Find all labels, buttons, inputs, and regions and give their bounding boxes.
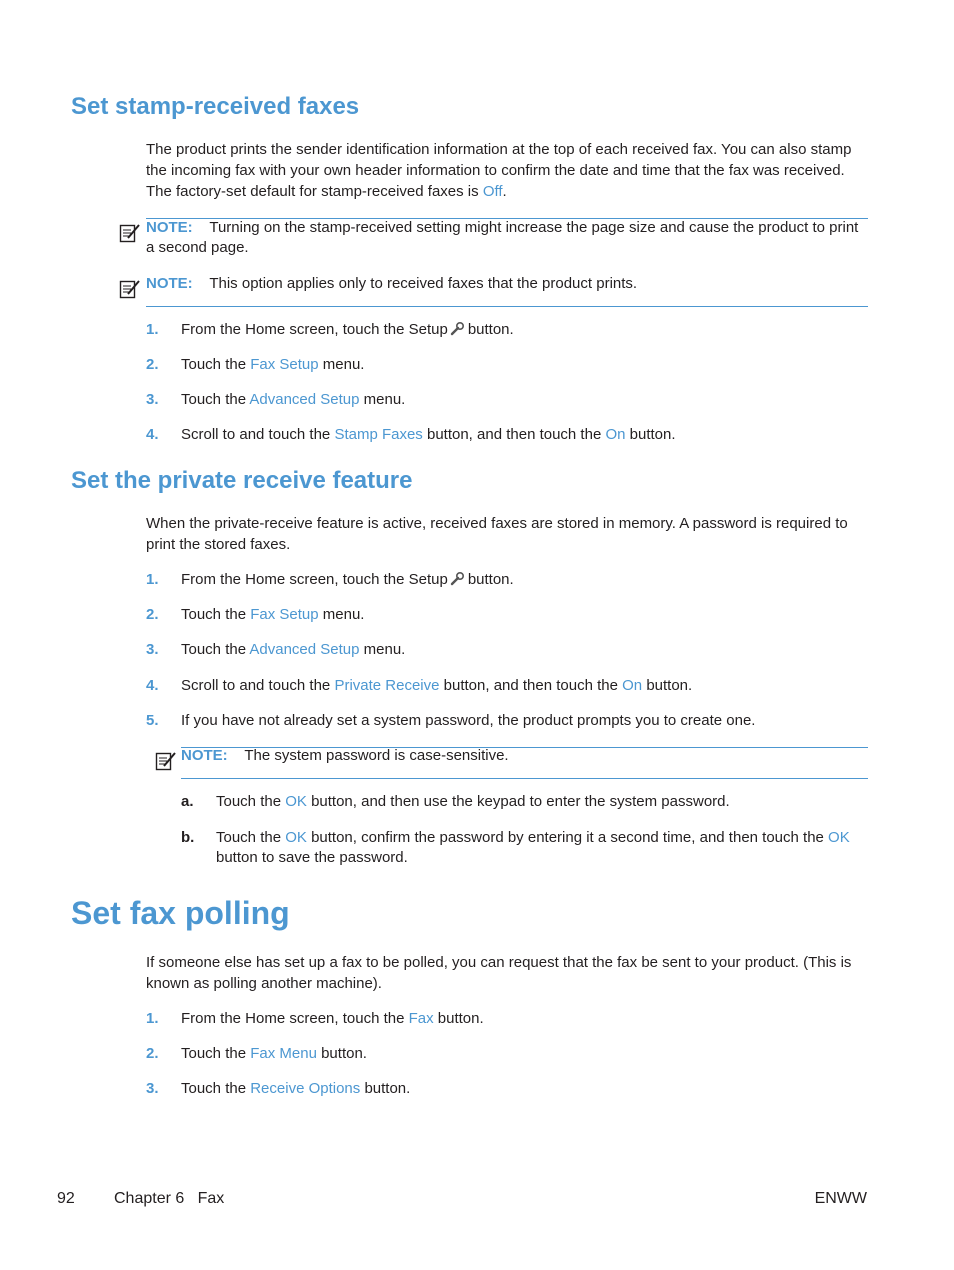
note-label: NOTE:: [181, 747, 228, 764]
ui-term: Advanced Setup: [249, 641, 360, 658]
stamp-received-intro: [146, 139, 868, 202]
note-password-case: [181, 746, 868, 766]
intro-text: The product prints the sender identification information at the top of each received fax. You can also stamp the incoming fax with your own header information to confirm the date and time that the fax was received. The factory-set default for stamp-received faxes is: [146, 141, 852, 200]
step-text-end: button.: [625, 426, 676, 443]
substep-text: Touch the: [216, 793, 286, 810]
ui-term: Fax Setup: [250, 606, 319, 623]
step-number: 3.: [146, 641, 159, 658]
ui-term: On: [605, 426, 626, 443]
private-receive-intro: When the private-receive feature is active, received faxes are stored in memory. A password is required to print the stored faxes.: [146, 515, 848, 553]
step-text-end: menu.: [318, 356, 365, 373]
step-number: 5.: [146, 712, 159, 729]
step-text: Scroll to and touch the: [181, 426, 335, 443]
step-text: From the Home screen, touch the: [181, 1010, 409, 1027]
step-number: 4.: [146, 677, 159, 694]
substep-text: Touch the: [216, 829, 286, 846]
note-rule-bottom: [146, 306, 868, 307]
step-text-end: button.: [360, 1080, 411, 1097]
step-text: From the Home screen, touch the Setup: [181, 321, 448, 338]
substep-label: a.: [181, 793, 194, 810]
step-number: 1.: [146, 571, 159, 588]
step-text: Touch the: [181, 1045, 251, 1062]
intro-text-end: .: [502, 183, 507, 200]
step-text-end: button.: [433, 1010, 484, 1027]
section-heading-stamp-received: Set stamp-received faxes: [71, 93, 360, 120]
note-received-faxes: [146, 274, 868, 294]
section-heading-fax-polling: Set fax polling: [71, 895, 290, 931]
ui-term: OK: [285, 793, 307, 810]
step-number: 2.: [146, 1045, 159, 1062]
note-text: Turning on the stamp-received setting might increase the page size and cause the product to print a second page.: [146, 219, 859, 256]
note-icon: [155, 750, 177, 772]
step-text-end: button.: [316, 1045, 367, 1062]
substep-text-end: button to save the password.: [216, 849, 408, 866]
step-text: Touch the: [181, 391, 250, 408]
note-icon: [119, 222, 141, 244]
step-number: 4.: [146, 426, 159, 443]
ui-term: Advanced Setup: [249, 391, 360, 408]
ui-term: Fax Menu: [250, 1045, 317, 1062]
ui-term: Fax: [408, 1010, 434, 1027]
note-text: The system password is case-sensitive.: [244, 747, 509, 764]
note-icon: [119, 278, 141, 300]
substep-label: b.: [181, 829, 195, 846]
ui-term-off: Off: [482, 183, 503, 200]
ui-term: OK: [285, 829, 307, 846]
step-text: Touch the: [181, 606, 251, 623]
substep-text-end: button, and then use the keypad to enter the system password.: [306, 793, 730, 810]
note-label: NOTE:: [146, 219, 193, 236]
ui-term: Receive Options: [250, 1080, 361, 1097]
footer-chapter: Chapter 6 Fax: [114, 1190, 225, 1207]
step-number: 2.: [146, 606, 159, 623]
step-text: Touch the: [181, 1080, 251, 1097]
step-text-end: menu.: [359, 641, 406, 658]
page-number: 92: [57, 1190, 75, 1207]
step-number: 1.: [146, 1010, 159, 1027]
ui-term: Fax Setup: [250, 356, 319, 373]
step-text-mid: button, and then touch the: [422, 426, 606, 443]
step-number: 3.: [146, 1080, 159, 1097]
ui-term: Private Receive: [334, 677, 440, 694]
step-text: From the Home screen, touch the Setup: [181, 571, 448, 588]
step-number: 3.: [146, 391, 159, 408]
fax-polling-intro: If someone else has set up a fax to be polled, you can request that the fax be sent to your product. (This is known as polling another machine).: [146, 954, 852, 992]
section-heading-private-receive: Set the private receive feature: [71, 467, 413, 494]
footer-locale: ENWW: [814, 1190, 867, 1207]
step-text-end: button.: [642, 677, 693, 694]
step-text: Touch the: [181, 356, 251, 373]
step-text-end: menu.: [318, 606, 365, 623]
step-text-end: button.: [467, 321, 514, 338]
step-number: 1.: [146, 321, 159, 338]
substep-text-mid: button, confirm the password by entering it a second time, and then touch the: [306, 829, 829, 846]
step-text: Scroll to and touch the: [181, 677, 335, 694]
step-text: Touch the: [181, 641, 250, 658]
step-number: 2.: [146, 356, 159, 373]
step-text-end: button.: [467, 571, 514, 588]
ui-term: OK: [828, 829, 850, 846]
note-rule-bottom: [181, 778, 868, 779]
ui-term: Stamp Faxes: [334, 426, 423, 443]
note-text: This option applies only to received faxes that the product prints.: [209, 275, 638, 292]
note-stamp-page-size: [146, 218, 868, 258]
ui-term: On: [622, 677, 643, 694]
step-text: If you have not already set a system password, the product prompts you to create one.: [181, 712, 756, 729]
step-text-mid: button, and then touch the: [439, 677, 623, 694]
note-label: NOTE:: [146, 275, 193, 292]
wrench-icon: [450, 572, 465, 586]
substep-item: [181, 828, 868, 868]
wrench-icon: [450, 322, 465, 336]
step-text-end: menu.: [359, 391, 406, 408]
